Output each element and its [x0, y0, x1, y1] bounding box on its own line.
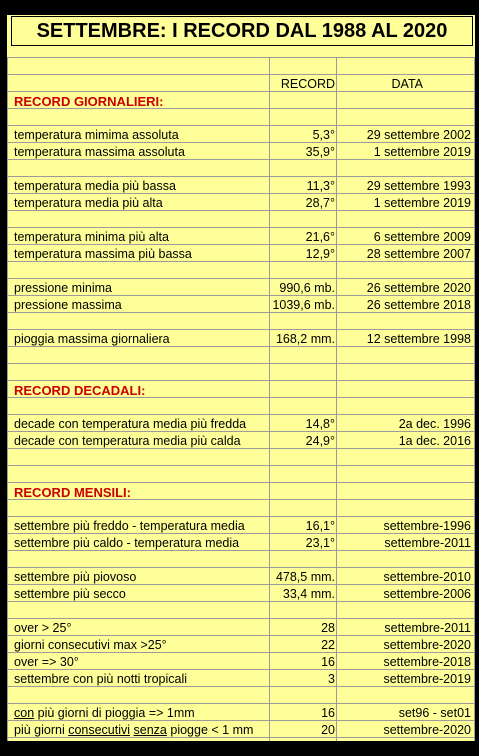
- section-header-giornalieri: RECORD GIORNALIERI:: [14, 94, 164, 109]
- table-row: pressione massima 1039,6 mb. 26 settembre 2018: [14, 298, 471, 312]
- table-row: settembre più secco 33,4 mm. settembre-2006: [14, 587, 471, 601]
- grid-row-line: [7, 74, 475, 75]
- grid-row-line: [7, 57, 475, 58]
- table-row: temperatura media più bassa 11,3° 29 settembre 1993: [14, 179, 471, 193]
- table-row: temperatura mimima assoluta 5,3° 29 settembre 2002: [14, 128, 471, 142]
- grid-row-line: [7, 329, 475, 330]
- table-row: temperatura minima più alta 21,6° 6 settembre 2009: [14, 230, 471, 244]
- grid-row-line: [7, 176, 475, 177]
- grid-row-line: [7, 703, 475, 704]
- page-title: SETTEMBRE: I RECORD DAL 1988 AL 2020: [11, 16, 473, 46]
- grid-row-line: [7, 414, 475, 415]
- grid-row-line: [7, 618, 475, 619]
- column-header-data: DATA: [391, 77, 423, 91]
- table-row: giorni consecutivi max >25° 22 settembre-2020: [14, 638, 471, 652]
- table-row: decade con temperatura media più calda 24,9° 1a dec. 2016: [14, 434, 471, 448]
- column-header-record: RECORD: [280, 77, 335, 91]
- grid-row-line: [7, 482, 475, 483]
- row-label: con più giorni di pioggia => 1mm: [14, 706, 195, 720]
- table-row: temperatura massima più bassa 12,9° 28 settembre 2007: [14, 247, 471, 261]
- table-row: settembre più caldo - temperatura media 23,1° settembre-2011: [14, 536, 471, 550]
- table-row: decade con temperatura media più fredda 14,8° 2a dec. 1996: [14, 417, 471, 431]
- table-row: settembre più piovoso 478,5 mm. settembre-2010: [14, 570, 471, 584]
- grid-row-line: [7, 516, 475, 517]
- table-row: settembre con più notti tropicali 3 settembre-2019: [14, 672, 471, 686]
- table-row: over > 25° 28 settembre-2011: [14, 621, 471, 635]
- section-header-decadali: RECORD DECADALI:: [14, 383, 146, 398]
- grid-row-line: [7, 380, 475, 381]
- table-row: temperatura massima assoluta 35,9° 1 settembre 2019: [14, 145, 471, 159]
- grid-row-line: [7, 125, 475, 126]
- grid-row-line: [7, 465, 475, 466]
- table-row: pioggia massima giornaliera 168,2 mm. 12 settembre 1998: [14, 332, 471, 346]
- table-row: più giorni consecutivi senza piogge < 1 mm 20 settembre-2020: [14, 723, 471, 737]
- section-header-mensili: RECORD MENSILI:: [14, 485, 131, 500]
- column-header-row: [7, 76, 475, 93]
- table-row: over => 30° 16 settembre-2018: [14, 655, 471, 669]
- grid-row-line: [7, 227, 475, 228]
- table-row: temperatura media più alta 28,7° 1 settembre 2019: [14, 196, 471, 210]
- table-row: settembre più freddo - temperatura media 16,1° settembre-1996: [14, 519, 471, 533]
- grid-row-line: [7, 278, 475, 279]
- table-row: con più giorni di pioggia => 1mm 16 set96 - set01: [14, 706, 471, 720]
- table-row: pressione minima 990,6 mb. 26 settembre 2020: [14, 281, 471, 295]
- row-label: più giorni consecutivi senza piogge < 1 mm: [14, 723, 254, 737]
- grid-row-line: [7, 363, 475, 364]
- grid-row-line: [7, 567, 475, 568]
- spreadsheet: [7, 15, 475, 741]
